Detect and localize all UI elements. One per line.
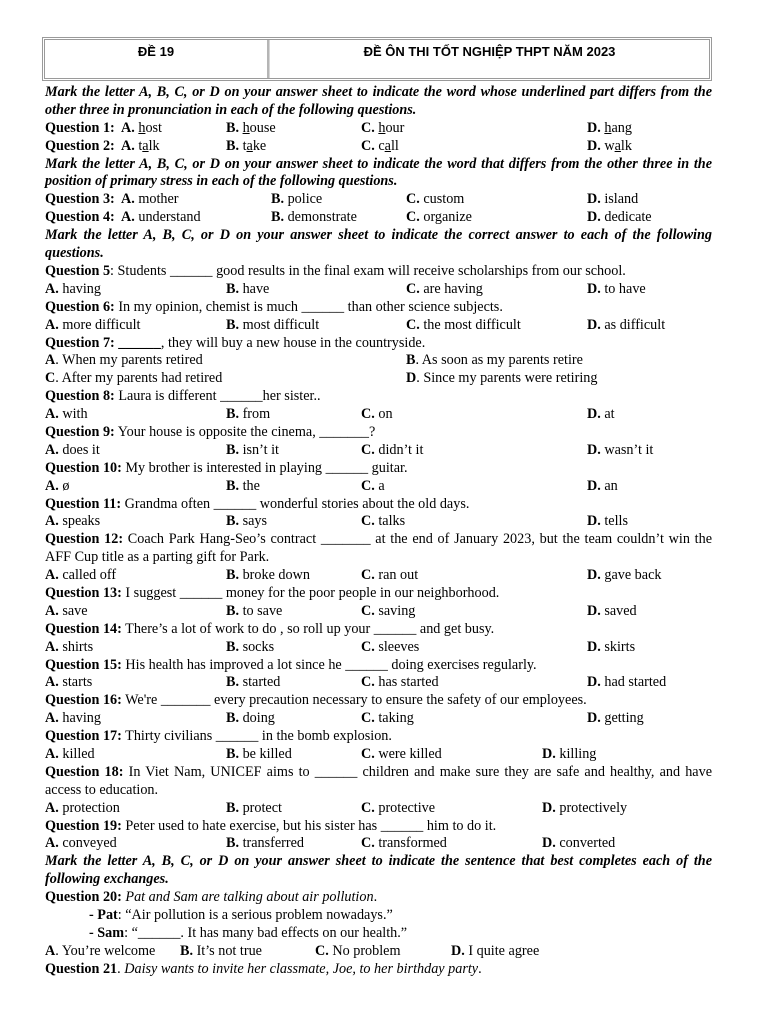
option-a[interactable]: A. shirts (45, 638, 94, 655)
question-15-options (45, 674, 712, 692)
question-11-stem: Question 11: Grandma often ______ wonderful stories about the old days. (45, 495, 470, 512)
option-d[interactable]: D. island (587, 191, 639, 208)
instruction-stress: Mark the letter A, B, C, or D on your answer sheet to indicate the word that differs from the other three in the position of primary stress in each of the following questions. (45, 155, 712, 190)
option-c[interactable]: C. taking (361, 710, 414, 727)
question-16-stem: Question 16: We're _______ every precaution necessary to ensure the safety of our employees. (45, 692, 587, 709)
option-a[interactable]: A. save (45, 602, 88, 619)
option-c[interactable]: C. a (361, 477, 385, 494)
question-label: Question 2: (45, 137, 115, 154)
question-12-stem: Question 12: Coach Park Hang-Seo’s contract _______ at the end of January 2023, but the team couldn’t win the AFF Cup title as a parting gift for Park. (45, 531, 712, 566)
option-a[interactable]: A. speaks (45, 513, 101, 530)
question-8-options (45, 406, 712, 424)
option-a[interactable]: A. mother (121, 191, 179, 208)
question-label: Question 1: (45, 119, 115, 136)
option-d[interactable]: D. Since my parents were retiring (406, 370, 598, 387)
option-d[interactable]: D. an (587, 477, 618, 494)
option-c[interactable]: C. the most difficult (406, 316, 521, 333)
option-b[interactable]: B. transferred (226, 835, 305, 852)
option-d[interactable]: D. saved (587, 602, 637, 619)
option-b[interactable]: B. police (271, 191, 323, 208)
option-d[interactable]: D. to have (587, 280, 646, 297)
question-7-options-ab (45, 352, 712, 370)
question-18-options (45, 800, 712, 818)
option-a[interactable]: A. with (45, 406, 88, 423)
question-19-stem: Question 19: Peter used to hate exercise, but his sister has ______ him to do it. (45, 817, 497, 834)
option-a[interactable]: A. protection (45, 799, 120, 816)
option-c[interactable]: C. on (361, 406, 393, 423)
option-b[interactable]: B. most difficult (226, 316, 320, 333)
question-label: Question 3: (45, 191, 115, 208)
option-d[interactable]: D. dedicate (587, 209, 652, 226)
question-6-options (45, 317, 712, 335)
option-c[interactable]: C. didn’t it (361, 441, 424, 458)
exam-title: ĐỀ ÔN THI TỐT NGHIỆP THPT NĂM 2023 (269, 40, 709, 78)
option-d[interactable]: D. converted (542, 835, 616, 852)
option-d[interactable]: D. wasn’t it (587, 441, 654, 458)
option-a[interactable]: A. ø (45, 477, 70, 494)
question-9-stem: Question 9: Your house is opposite the cinema, _______? (45, 423, 376, 440)
header-table (42, 37, 712, 81)
question-14-stem: Question 14: There’s a lot of work to do , so roll up your ______ and get busy. (45, 620, 495, 637)
option-d[interactable]: D. walk (587, 137, 632, 154)
option-a[interactable]: A. having (45, 280, 101, 297)
question-14-options (45, 639, 712, 657)
option-b[interactable]: B. started (226, 674, 281, 691)
question-17-stem: Question 17: Thirty civilians ______ in the bomb explosion. (45, 728, 392, 745)
option-d[interactable]: D. at (587, 406, 615, 423)
option-b[interactable]: B. It’s not true (180, 942, 262, 959)
question-10-stem: Question 10: My brother is interested in playing ______ guitar. (45, 459, 408, 476)
option-a[interactable]: A. When my parents retired (45, 352, 203, 369)
option-c[interactable]: C. No problem (315, 942, 401, 959)
dialogue-pat: - Pat: “Air pollution is a serious problem nowadays.” (89, 907, 393, 924)
option-b[interactable]: B. isn’t it (226, 441, 279, 458)
option-a[interactable]: A. host (121, 119, 162, 136)
question-7-options-cd (45, 370, 712, 388)
question-15-stem: Question 15: His health has improved a lot since he ______ doing exercises regularly. (45, 656, 537, 673)
exam-number: ĐỀ 19 (45, 40, 269, 78)
option-b[interactable]: B. protect (226, 799, 282, 816)
option-c[interactable]: C. ran out (361, 567, 419, 584)
option-a[interactable]: A. does it (45, 441, 100, 458)
option-d[interactable]: D. hang (587, 119, 632, 136)
option-b[interactable]: B. doing (226, 710, 275, 727)
question-17-options (45, 746, 712, 764)
question-19-options (45, 835, 712, 853)
option-b[interactable]: B. be killed (226, 746, 292, 763)
option-c[interactable]: C. transformed (361, 835, 447, 852)
option-b[interactable]: B. broke down (226, 567, 310, 584)
option-d[interactable]: D. gave back (587, 567, 662, 584)
question-5-options (45, 281, 712, 299)
option-a[interactable]: A. understand (121, 209, 201, 226)
question-3 (45, 191, 712, 209)
option-a[interactable]: A. killed (45, 746, 95, 763)
option-d[interactable]: D. tells (587, 513, 628, 530)
option-c[interactable]: C. custom (406, 191, 465, 208)
option-c[interactable]: C. hour (361, 119, 405, 136)
option-a[interactable]: A. more difficult (45, 316, 141, 333)
option-d[interactable]: D. skirts (587, 638, 636, 655)
question-8-stem: Question 8: Laura is different ______her sister.. (45, 388, 321, 405)
option-b[interactable]: B. the (226, 477, 260, 494)
option-b[interactable]: B. have (226, 280, 270, 297)
option-a[interactable]: A. talk (121, 137, 160, 154)
question-10-options (45, 478, 712, 496)
question-5-stem: Question 5: Students ______ good results in the final exam will receive scholarships from our school. (45, 262, 626, 279)
question-21-stem: Question 21. Daisy wants to invite her classmate, Joe, to her birthday party. (45, 960, 482, 977)
option-d[interactable]: D. getting (587, 710, 644, 727)
option-b[interactable]: B. to save (226, 602, 283, 619)
option-a[interactable]: A. called off (45, 567, 117, 584)
instruction-correct-answer: Mark the letter A, B, C, or D on your answer sheet to indicate the correct answer to each of the following questions. (45, 227, 712, 262)
question-7-stem: Question 7: ______, they will buy a new house in the countryside. (45, 334, 426, 351)
option-c[interactable]: C. protective (361, 799, 436, 816)
option-d[interactable]: D. as difficult (587, 316, 666, 333)
option-a[interactable]: A. starts (45, 674, 93, 691)
question-13-stem: Question 13: I suggest ______ money for the poor people in our neighborhood. (45, 585, 500, 601)
option-d[interactable]: D. protectively (542, 799, 628, 816)
option-b[interactable]: B. house (226, 119, 276, 136)
option-b[interactable]: B. As soon as my parents retire (406, 352, 583, 369)
option-c[interactable]: C. sleeves (361, 638, 420, 655)
question-2 (45, 138, 712, 156)
question-11-options (45, 513, 712, 531)
question-label: Question 4: (45, 209, 115, 226)
instruction-exchanges: Mark the letter A, B, C, or D on your answer sheet to indicate the sentence that best completes each of the following exchanges. (45, 853, 712, 888)
option-c[interactable]: C. are having (406, 280, 483, 297)
question-16-options (45, 710, 712, 728)
option-c[interactable]: C. saving (361, 602, 416, 619)
question-12-options (45, 567, 712, 585)
option-b[interactable]: B. from (226, 406, 271, 423)
option-d[interactable]: D. killing (542, 746, 597, 763)
option-b[interactable]: B. says (226, 513, 267, 530)
option-c[interactable]: C. talks (361, 513, 406, 530)
exam-content (45, 84, 712, 979)
option-d[interactable]: D. had started (587, 674, 667, 691)
question-1 (45, 120, 712, 138)
dialogue-sam: - Sam: “______. It has many bad effects on our health.” (89, 924, 408, 941)
option-c[interactable]: C. were killed (361, 746, 442, 763)
question-6-stem: Question 6: In my opinion, chemist is much ______ than other science subjects. (45, 298, 503, 315)
question-20-stem: Question 20: Pat and Sam are talking about air pollution. (45, 889, 378, 906)
option-b[interactable]: B. socks (226, 638, 275, 655)
question-13-options (45, 603, 712, 621)
option-d[interactable]: D. I quite agree (451, 942, 540, 959)
option-c[interactable]: C. call (361, 137, 399, 154)
option-a[interactable]: A. having (45, 710, 101, 727)
question-4 (45, 209, 712, 227)
option-a[interactable]: A. conveyed (45, 835, 117, 852)
option-c[interactable]: C. After my parents had retired (45, 370, 223, 387)
question-9-options (45, 442, 712, 460)
instruction-pronunciation: Mark the letter A, B, C, or D on your answer sheet to indicate the word whose underlined part differs from the other three in pronunciation in each of the following questions. (45, 84, 712, 118)
option-b[interactable]: B. demonstrate (271, 209, 357, 226)
option-a[interactable]: A. You’re welcome (45, 942, 156, 959)
option-c[interactable]: C. organize (406, 209, 472, 226)
option-b[interactable]: B. take (226, 137, 267, 154)
question-20-options (45, 943, 712, 961)
option-c[interactable]: C. has started (361, 674, 439, 691)
question-18-stem: Question 18: In Viet Nam, UNICEF aims to ______ children and make sure they are safe and healthy, and have access to education. (45, 763, 712, 798)
